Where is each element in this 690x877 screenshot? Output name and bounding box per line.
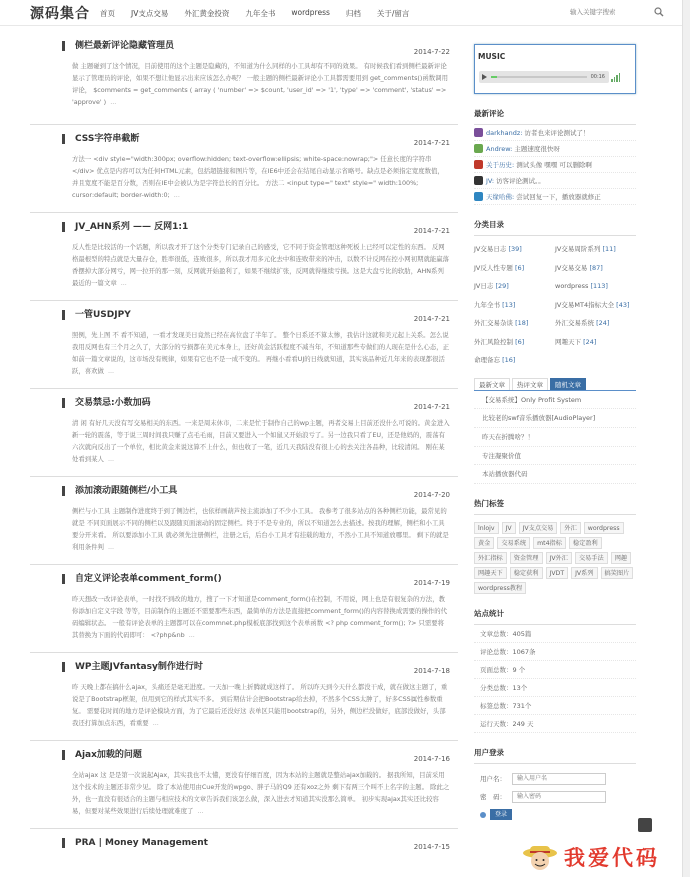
post-card	[30, 828, 458, 858]
stats-list	[474, 625, 636, 733]
read-more-link[interactable]: ...	[107, 367, 115, 375]
tab-2[interactable]: 随机文章	[550, 378, 586, 390]
password-input[interactable]	[512, 791, 606, 803]
category-name[interactable]: JV交易周阶系列	[555, 245, 601, 253]
tags-title: 热门标签	[474, 498, 636, 515]
post-date: 2014-7-18	[413, 667, 450, 675]
tag-link[interactable]: JVDT	[546, 567, 569, 579]
watermark-text: 我爱代码	[564, 845, 660, 870]
post-card	[30, 124, 458, 212]
post-excerpt	[72, 60, 450, 108]
comment-author[interactable]: 天缘哈佛:	[486, 193, 515, 201]
post-date: 2014-7-22	[413, 48, 450, 56]
password-label: 密 码：	[480, 793, 506, 802]
post-excerpt-text: 清 闲 有好几天没有写交易相关的东西。一来是周末休市，二来是忙于制作自己的wp主题，再者交易上目前还没什么可说的。黄金进入新一轮的震荡，等于说三周时间我只赚了点毛毛雨，目前又要进入一个如鼠又开始浪亏了。另一边我只看了EU，还是他妈的，震荡有六次就向反出了一个单位，相比黄金来说这算不上什么，但也收了一笔，近几天我陆没有很上心的去关注各品种，比较清闲。 刚在某处看到某人	[72, 419, 450, 463]
post-title[interactable]: PRA | Money Management	[62, 838, 208, 848]
read-more-link[interactable]: ...	[152, 719, 159, 727]
category-count: [24]	[596, 319, 610, 327]
search-box	[570, 6, 670, 20]
comment-text: 访者也来评论测试了！	[524, 129, 590, 137]
category-count: [11]	[602, 245, 616, 253]
progress-fill	[491, 76, 497, 78]
category-count: [6]	[514, 263, 525, 272]
post-excerpt	[72, 769, 450, 817]
tag-link[interactable]: 交易系统	[497, 537, 530, 549]
read-more-link[interactable]: ...	[110, 98, 117, 106]
tag-link[interactable]: 外汇指标	[474, 552, 507, 564]
recent-comments-title: 最新评论	[474, 108, 636, 125]
site-logo[interactable]: 源码集合	[30, 6, 90, 22]
stat-item: 文章总数：405篇	[474, 625, 636, 643]
tag-link[interactable]: 稳定获利	[510, 567, 543, 579]
music-widget	[474, 44, 636, 94]
back-to-top-button[interactable]	[638, 818, 652, 832]
post-title[interactable]: JV_AHN系列 —— 反网1:1	[62, 222, 188, 232]
category-item[interactable]	[555, 240, 636, 259]
post-title[interactable]: 侧栏最新评论隐藏管理员	[62, 41, 174, 51]
category-count: [13]	[502, 300, 516, 309]
category-name[interactable]: 九年全书	[474, 300, 500, 309]
post-card	[30, 36, 458, 124]
category-name[interactable]: JV交易MT4指标大全	[555, 300, 615, 309]
category-name[interactable]: JV日志	[474, 282, 494, 290]
post-excerpt	[72, 153, 450, 201]
nav-item[interactable]: 归档	[345, 9, 361, 18]
tag-link[interactable]: wordpress教程	[474, 582, 526, 594]
nav-item[interactable]: 九年全书	[245, 9, 276, 18]
avatar	[474, 144, 483, 153]
tag-link[interactable]: mt4指标	[533, 537, 566, 549]
comment-text: 测试头像 嘿嘿 可以删除啊	[516, 161, 592, 169]
random-post-link[interactable]: 昨天在折腾啥？！	[474, 428, 636, 447]
post-date: 2014-7-21	[413, 139, 450, 147]
stat-item: 评论总数：1067条	[474, 643, 636, 661]
category-name[interactable]: 外汇交易系统	[555, 319, 594, 327]
post-excerpt-text: 做 主题碰到了这个情况，目前使用的这个主题是隐藏的，不知道为什么同样的小工具却有不同的效果。 有时候我们看到侧栏最新评论显示了管理员的评论，如果不想让他显示出来应该怎么办呢？ 一般主题的侧栏最新评论小工具都需要用到 get_comments()函数调用评论， $comments = get_comments ( array ( 'number' => $count, 'user_id' => '1', 'type' => 'comment', 'status' => 'approve' )	[72, 62, 448, 106]
category-name[interactable]: 命理备忘	[474, 356, 500, 364]
tab-1[interactable]: 热评文章	[512, 378, 548, 390]
tag-link[interactable]: 黄金	[474, 537, 494, 549]
scrollbar[interactable]	[682, 0, 690, 877]
volume-icon[interactable]	[611, 72, 620, 82]
category-name[interactable]: 外汇交易杂谈	[474, 319, 513, 327]
category-item[interactable]	[474, 277, 555, 296]
login-button[interactable]: 登录	[490, 809, 512, 820]
post-tabs	[474, 378, 636, 391]
category-item[interactable]	[474, 240, 555, 259]
stats-title: 站点统计	[474, 608, 636, 625]
post-excerpt-text: 昨 天晚上都在搞什么ajax，头痛还是毫无进度。一天加一晚上折腾就成这样了。 所以昨天到今天什么都没干成，就在做这主题了，重说是了Bootstrap框架，但用到它的样式其实不多。 到后期估计会把Bootstrap给去掉，不然多个CSS太肿了，好多CSS属性参数重复。 需要花时间的地方是评论模块方面，为了它最后还没好这 表单区只能用bootstrap的，另外，侧边栏没做好，底部没做好，头部我还打算加点东西，看重要	[72, 683, 448, 727]
tag-link[interactable]: wordpress	[584, 522, 624, 534]
post-title[interactable]: 一管USDJPY	[62, 310, 131, 320]
post-excerpt	[72, 593, 450, 641]
tag-cloud	[474, 522, 636, 594]
progress-bar[interactable]	[491, 76, 587, 78]
random-post-link[interactable]: 专注凝聚价值	[474, 447, 636, 466]
post-date: 2014-7-20	[413, 491, 450, 499]
post-excerpt	[72, 329, 450, 377]
tag-link[interactable]: 外汇	[560, 522, 580, 534]
post-date: 2014-7-19	[413, 579, 450, 587]
nav-item[interactable]: wordpress	[291, 8, 330, 17]
post-excerpt	[72, 241, 450, 289]
comment-author[interactable]: darkhandz:	[486, 128, 523, 137]
avatar	[474, 128, 483, 137]
username-input[interactable]	[512, 773, 606, 785]
search-input[interactable]	[570, 6, 650, 18]
category-item[interactable]	[474, 351, 555, 370]
search-icon[interactable]	[654, 7, 664, 17]
post-card	[30, 212, 458, 300]
tag-link[interactable]: 搞笑图片	[601, 567, 634, 579]
category-name[interactable]: JV交易日志	[474, 245, 507, 253]
read-more-link[interactable]: ...	[107, 455, 115, 463]
comment-text: 尝试回复一下，播放器就修正	[516, 193, 601, 201]
category-name[interactable]: wordpress	[555, 282, 589, 290]
comment-item[interactable]	[474, 125, 636, 141]
random-posts-list	[474, 391, 636, 484]
category-item[interactable]	[474, 259, 555, 278]
category-name[interactable]: JV交易交易	[555, 263, 588, 272]
category-count: [39]	[508, 245, 522, 253]
comment-author[interactable]: 关于历史:	[486, 161, 515, 169]
tag-link[interactable]: lnlojv	[474, 522, 499, 534]
category-item[interactable]	[555, 333, 636, 352]
nav-item[interactable]: JV支点交易	[131, 9, 169, 18]
login-form	[474, 770, 636, 822]
tag-link[interactable]: JV支点交易	[519, 522, 558, 534]
tag-link[interactable]: 资金管理	[510, 552, 543, 564]
post-card	[30, 476, 458, 564]
random-post-link[interactable]: 本站播放器代码	[474, 465, 636, 484]
read-more-link[interactable]: ...	[120, 279, 127, 287]
comment-item[interactable]	[474, 189, 636, 205]
comment-text: 主题速度很快呀	[514, 145, 560, 153]
nav-item[interactable]: 关于/留言	[376, 9, 410, 18]
category-item[interactable]	[555, 314, 636, 333]
comment-item[interactable]	[474, 141, 636, 157]
category-item[interactable]	[555, 296, 636, 315]
remember-checkbox[interactable]	[480, 812, 486, 818]
tag-link[interactable]: 网趣	[611, 552, 631, 564]
recent-comments-list	[474, 125, 636, 205]
category-item[interactable]	[555, 277, 636, 296]
category-count: [18]	[515, 319, 529, 327]
nav-item[interactable]: 首页	[100, 9, 115, 18]
comment-item[interactable]	[474, 157, 636, 173]
read-more-link[interactable]: ...	[107, 543, 115, 551]
post-excerpt	[72, 505, 450, 553]
tag-link[interactable]: JV外汇	[546, 552, 572, 564]
categories-title: 分类目录	[474, 219, 636, 236]
stat-item: 标签总数：731个	[474, 697, 636, 715]
comment-item[interactable]	[474, 173, 636, 189]
categories-list	[474, 240, 636, 370]
category-name[interactable]: JV反人性专题	[474, 263, 513, 272]
category-count: [6]	[515, 337, 525, 346]
post-title[interactable]: Ajax加载的问题	[62, 750, 142, 760]
post-date: 2014-7-21	[413, 315, 450, 323]
post-excerpt	[72, 417, 450, 465]
post-card	[30, 300, 458, 388]
audio-player	[479, 71, 609, 83]
comment-text: 访客评论测试。。	[496, 177, 545, 185]
post-title[interactable]: WP主题JVfantasy制作进行时	[62, 662, 203, 672]
category-item[interactable]	[474, 314, 555, 333]
read-more-link[interactable]: ...	[197, 807, 204, 815]
category-count: [16]	[502, 356, 516, 364]
category-item[interactable]	[474, 333, 555, 352]
random-post-link[interactable]: 比较老的swf音乐播放器[AudioPlayer]	[474, 409, 636, 428]
post-excerpt	[72, 681, 450, 729]
post-card	[30, 740, 458, 828]
category-count: [113]	[590, 282, 608, 290]
post-title[interactable]: 自定义评论表单comment_form()	[62, 574, 222, 584]
post-excerpt-text: 全站ajax 这 是是第一次说起Ajax，其实我也不太懂，更没有仔细百度，因为本站的主题就是整站ajax加载的。 据我所知，目前采用这个技术的主题还非常少见。 除了本站使用由Cue开发的wpgo、胖子马的Q9 还有xoz之外 剩下有两三个叫不上名字的主题。 除此之外，也一直没有很适合的主题与相应技术的文章告诉我们该怎么做，深入进去才知道其实没那么简单。 初步实现ajax其实还比较容易，但要对某些效果进行后续处理就难度了	[72, 771, 450, 815]
post-excerpt-text: 反人性是比较活的一个话题，所以我才开了这个分类专门记录自己的感受，它不同于资金管理这种死板上已经可以定性的东西。 反网格最根型的特点就是大量存仓，胜率很低，连败很多，所以我才用多元化去中和连败带来的冲击，以数不计反网在控小网初期就能赢落香摆掉大部分网亏，网一拉开的那一刻，反网就开始盈利了，如果不继续扩张，反网就得继续亏损。这是大盘亏比的软肋，AHN系列最近的一篇文章	[72, 243, 450, 287]
play-icon[interactable]	[482, 74, 487, 80]
category-item[interactable]	[555, 259, 636, 278]
nav-item[interactable]: 外汇黄金投资	[184, 9, 230, 18]
random-post-link[interactable]: 【交易系统】Only Profit System	[474, 391, 636, 410]
sidebar	[474, 44, 636, 822]
comment-author[interactable]: Andrew:	[486, 144, 513, 153]
tag-link[interactable]: JV系列	[571, 567, 597, 579]
tab-0[interactable]: 最新文章	[474, 378, 510, 390]
avatar	[474, 192, 483, 201]
username-label: 用户名：	[480, 775, 506, 784]
avatar	[474, 160, 483, 169]
pirate-avatar-icon	[522, 842, 558, 872]
post-title[interactable]: CSS字符串截断	[62, 134, 139, 144]
tag-link[interactable]: 稳定盈利	[569, 537, 602, 549]
post-date: 2014-7-21	[413, 403, 450, 411]
post-card	[30, 564, 458, 652]
watermark	[522, 842, 660, 872]
tag-link[interactable]: JV	[502, 522, 516, 534]
stat-item: 页面总数：9 个	[474, 661, 636, 679]
post-title[interactable]: 添加滚动跟随侧栏/小工具	[62, 486, 177, 496]
tag-link[interactable]: 交易手法	[575, 552, 608, 564]
read-more-link[interactable]: ...	[188, 631, 195, 639]
post-card	[30, 388, 458, 476]
login-title: 用户登录	[474, 747, 636, 764]
post-excerpt-text: 方法一 <div style="width:300px; overflow:hidden; text-overflow:ellipsis; white-space:nowrap;"> 任意长度的字符串 </div> 优点是内容可以为任何HTML元素，包括超链接和图片等，在IE6中还会在结尾自动显示省略号。缺点是必须指定宽度数值，并且宽度不能是百分数，否则在IE中会被认为是字符总长的百分比。 方法二 <input type=" text" style=" width:100%; cursor:default; border-width:0;	[72, 155, 444, 199]
stat-item: 运行天数：249 天	[474, 715, 636, 733]
comment-author[interactable]: JV:	[486, 176, 495, 185]
post-date: 2014-7-21	[413, 227, 450, 235]
post-title[interactable]: 交易禁忌:小数加码	[62, 398, 151, 408]
player-time: 00:16	[590, 74, 605, 80]
read-more-link[interactable]: ...	[173, 191, 180, 199]
post-list	[30, 36, 458, 858]
post-excerpt-text: 昨天想改一改评论表单，一时找不到改的地方，搜了一下才知道是comment_form()在控制，不用说，网上也是有很复杂的方法，教你添加自定义字段 等等，目前制作的主题还不需要那些东西，最简单的方法是直接把comment_form()的内容替换成需要的操作的代码编辑状态。 一般有评论表单的主题都可以在commnet.php模板底部找到这个表单函数 <? php comment_form(); ?> 只需要将其替换为下面的代码即可： <?php&nb	[72, 595, 448, 639]
category-count: [24]	[583, 337, 597, 346]
post-excerpt-text: 侧栏与小工具 主题制作进度终于到了侧边栏，也依样画葫芦按主流添加了不少小工具。 我参考了很多站点的各种侧栏功能，最常见的就是 不同页面展示不同的侧栏以及跟随页面滚动的固定侧栏。终于不是专业的，所以不知道怎么去描述。按我的理解，侧栏和小工具要分开来看。 所以要添加小工具 就必须先注册侧栏，注册之后，后台小工具才有挂载的地方，不然小工具不知道放哪里。 剩下的就是利用条件判	[72, 507, 449, 551]
music-title: MUSIC	[478, 52, 506, 61]
category-name[interactable]: 外汇风险控制	[474, 337, 513, 346]
category-count: [43]	[616, 300, 630, 309]
avatar	[474, 176, 483, 185]
post-date: 2014-7-16	[413, 755, 450, 763]
tag-link[interactable]: 网趣天下	[474, 567, 507, 579]
post-card	[30, 652, 458, 740]
category-item[interactable]	[474, 296, 555, 315]
category-count: [87]	[589, 263, 603, 272]
stat-item: 分类总数：13个	[474, 679, 636, 697]
post-excerpt-text: 照例，先上图 不 看不知道，一看才发现美日竟然已经在高位盘了半年了。 整个日系还不算太惨，我估计这就和美元起上关系。怎么说我用反网也有三个月之久了，大部分的亏损都在美元本身上，还好黄金活跃程度不减当年，不知道那些专做们的人现在是什么心态，正如前一篇文章说的，这市场没有规律，如果有它也不是一成不变的。 再继小看看UJ的日线就知道，其实该品种近几年来的表现都很活跃，喜欢做	[72, 331, 450, 375]
category-count: [29]	[495, 282, 509, 290]
category-name[interactable]: 网趣天下	[555, 337, 581, 346]
post-date: 2014-7-15	[413, 843, 450, 851]
site-header	[0, 0, 690, 26]
main-nav	[100, 8, 409, 19]
